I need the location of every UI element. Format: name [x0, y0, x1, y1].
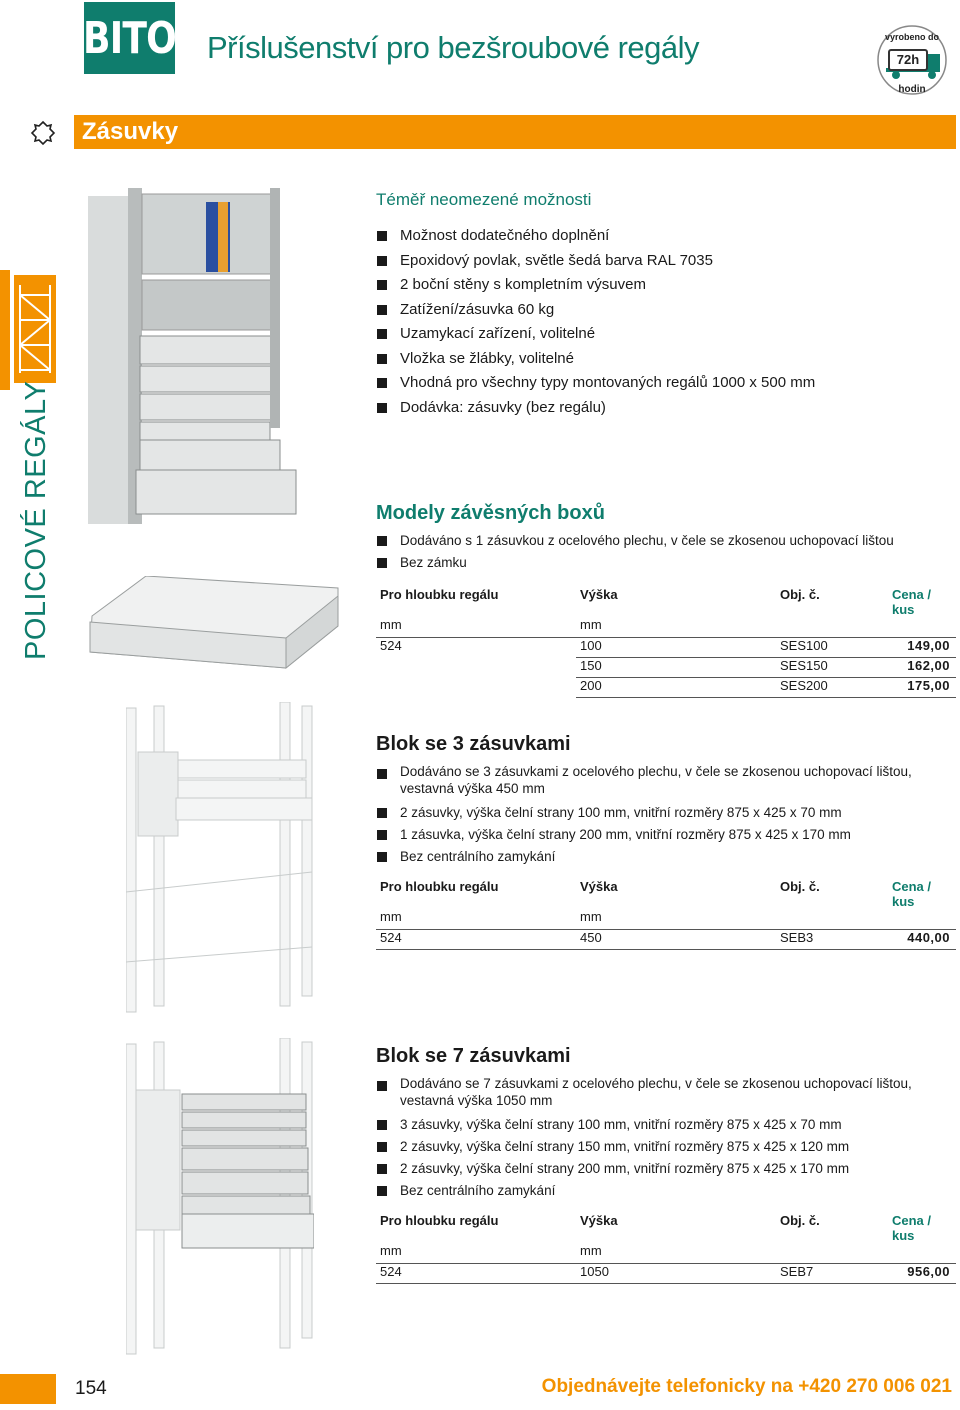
models-price-table: [376, 585, 956, 717]
block3-price-table: Pro hloubku regálu Výška Obj. č. Cena / kus mm mm 524 450 SEB3 440,00: [376, 877, 956, 969]
block3-title: Blok se 3 zásuvkami: [376, 733, 571, 755]
col-order-header: Obj. č.: [780, 587, 820, 602]
delivery-badge: [876, 24, 948, 100]
footer-accent: [0, 1374, 56, 1404]
block3-features: [376, 761, 956, 868]
feature-item: Bez centrálního zamykání: [376, 1180, 956, 1202]
page-title: Příslušenství pro bezšroubové regály: [207, 30, 700, 65]
table-row: 524 1050 SEB7 956,00: [376, 1264, 956, 1284]
three-drawer-block-image: [126, 702, 314, 1014]
unit-label: mm: [580, 617, 602, 632]
seven-drawer-block-image: [126, 1038, 314, 1358]
feature-item: Dodávka: zásuvky (bez regálu): [376, 396, 956, 421]
drawer-cabinet-image: [88, 188, 300, 528]
side-category-label: POLICOVÉ REGÁLY: [20, 380, 52, 660]
models-features: [376, 530, 956, 574]
feature-item: Vložka se žlábky, volitelné: [376, 347, 956, 372]
feature-item: Uzamykací zařízení, volitelné: [376, 322, 956, 347]
phone-order-cta: Objednávejte telefonicky na +420 270 006 021: [541, 1376, 952, 1397]
feature-item: Dodáváno se 7 zásuvkami z ocelového plechu, v čele se zkosenou uchopovací lištou, vestavná výška 1050 mm: [376, 1075, 920, 1109]
block7-features: [376, 1073, 956, 1202]
badge-top-text: vyrobeno do: [884, 32, 939, 42]
feature-item: 1 zásuvka, výška čelní strany 200 mm, vnitřní rozměry 875 x 425 x 170 mm: [376, 824, 956, 846]
intro-features: [376, 224, 956, 420]
page-number: 154: [75, 1378, 107, 1399]
side-band: [0, 270, 10, 390]
feature-item: 3 zásuvky, výška čelní strany 100 mm, vnitřní rozměry 875 x 425 x 70 mm: [376, 1114, 956, 1136]
feature-item: 2 zásuvky, výška čelní strany 200 mm, vnitřní rozměry 875 x 425 x 170 mm: [376, 1158, 956, 1180]
feature-item: Epoxidový povlak, světle šedá barva RAL 7035: [376, 249, 956, 274]
feature-item: 2 zásuvky, výška čelní strany 150 mm, vnitřní rozměry 875 x 425 x 120 mm: [376, 1136, 956, 1158]
block7-price-table: Pro hloubku regálu Výška Obj. č. Cena / kus mm mm 524 1050 SEB7 956,00: [376, 1211, 956, 1303]
block7-title: Blok se 7 zásuvkami: [376, 1045, 571, 1067]
feature-item: 2 boční stěny s kompletním výsuvem: [376, 273, 956, 298]
col-depth-header: Pro hloubku regálu: [380, 587, 499, 602]
table-row: 150 SES150 162,00: [376, 658, 956, 678]
feature-item: Vhodná pro všechny typy montovaných regálů 1000 x 500 mm: [376, 371, 956, 396]
models-title: Modely závěsných boxů: [376, 502, 605, 524]
shelving-icon: [14, 275, 56, 383]
feature-item: Bez zámku: [376, 552, 956, 574]
badge-bottom-text: hodin: [898, 84, 926, 95]
table-row: 524 450 SEB3 440,00: [376, 930, 956, 950]
cross-arrows-icon: [30, 120, 56, 146]
feature-item: Dodáváno se 3 zásuvkami z ocelového plechu, v čele se zkosenou uchopovací lištou, vestavná výška 450 mm: [376, 763, 920, 797]
feature-item: Možnost dodatečného doplnění: [376, 224, 956, 249]
table-row: 200 SES200 175,00: [376, 678, 956, 698]
logo-text: BITO: [83, 12, 176, 64]
bito-logo: [84, 2, 175, 74]
col-height-header: Výška: [580, 587, 618, 602]
intro-subtitle: Téměř neomezené možnosti: [376, 190, 592, 209]
unit-label: mm: [380, 617, 402, 632]
section-title: Zásuvky: [74, 115, 956, 149]
feature-item: 2 zásuvky, výška čelní strany 100 mm, vnitřní rozměry 875 x 425 x 70 mm: [376, 802, 956, 824]
badge-hours: 72h: [888, 49, 928, 71]
feature-item: Bez centrálního zamykání: [376, 846, 956, 868]
feature-item: Dodáváno s 1 zásuvkou z ocelového plechu, v čele se zkosenou uchopovací lištou: [376, 530, 956, 552]
single-drawer-image: [86, 576, 342, 676]
feature-item: Zatížení/zásuvka 60 kg: [376, 298, 956, 323]
table-row: 524 100 SES100 149,00: [376, 638, 956, 658]
col-price-header: Cena / kus: [892, 587, 932, 617]
